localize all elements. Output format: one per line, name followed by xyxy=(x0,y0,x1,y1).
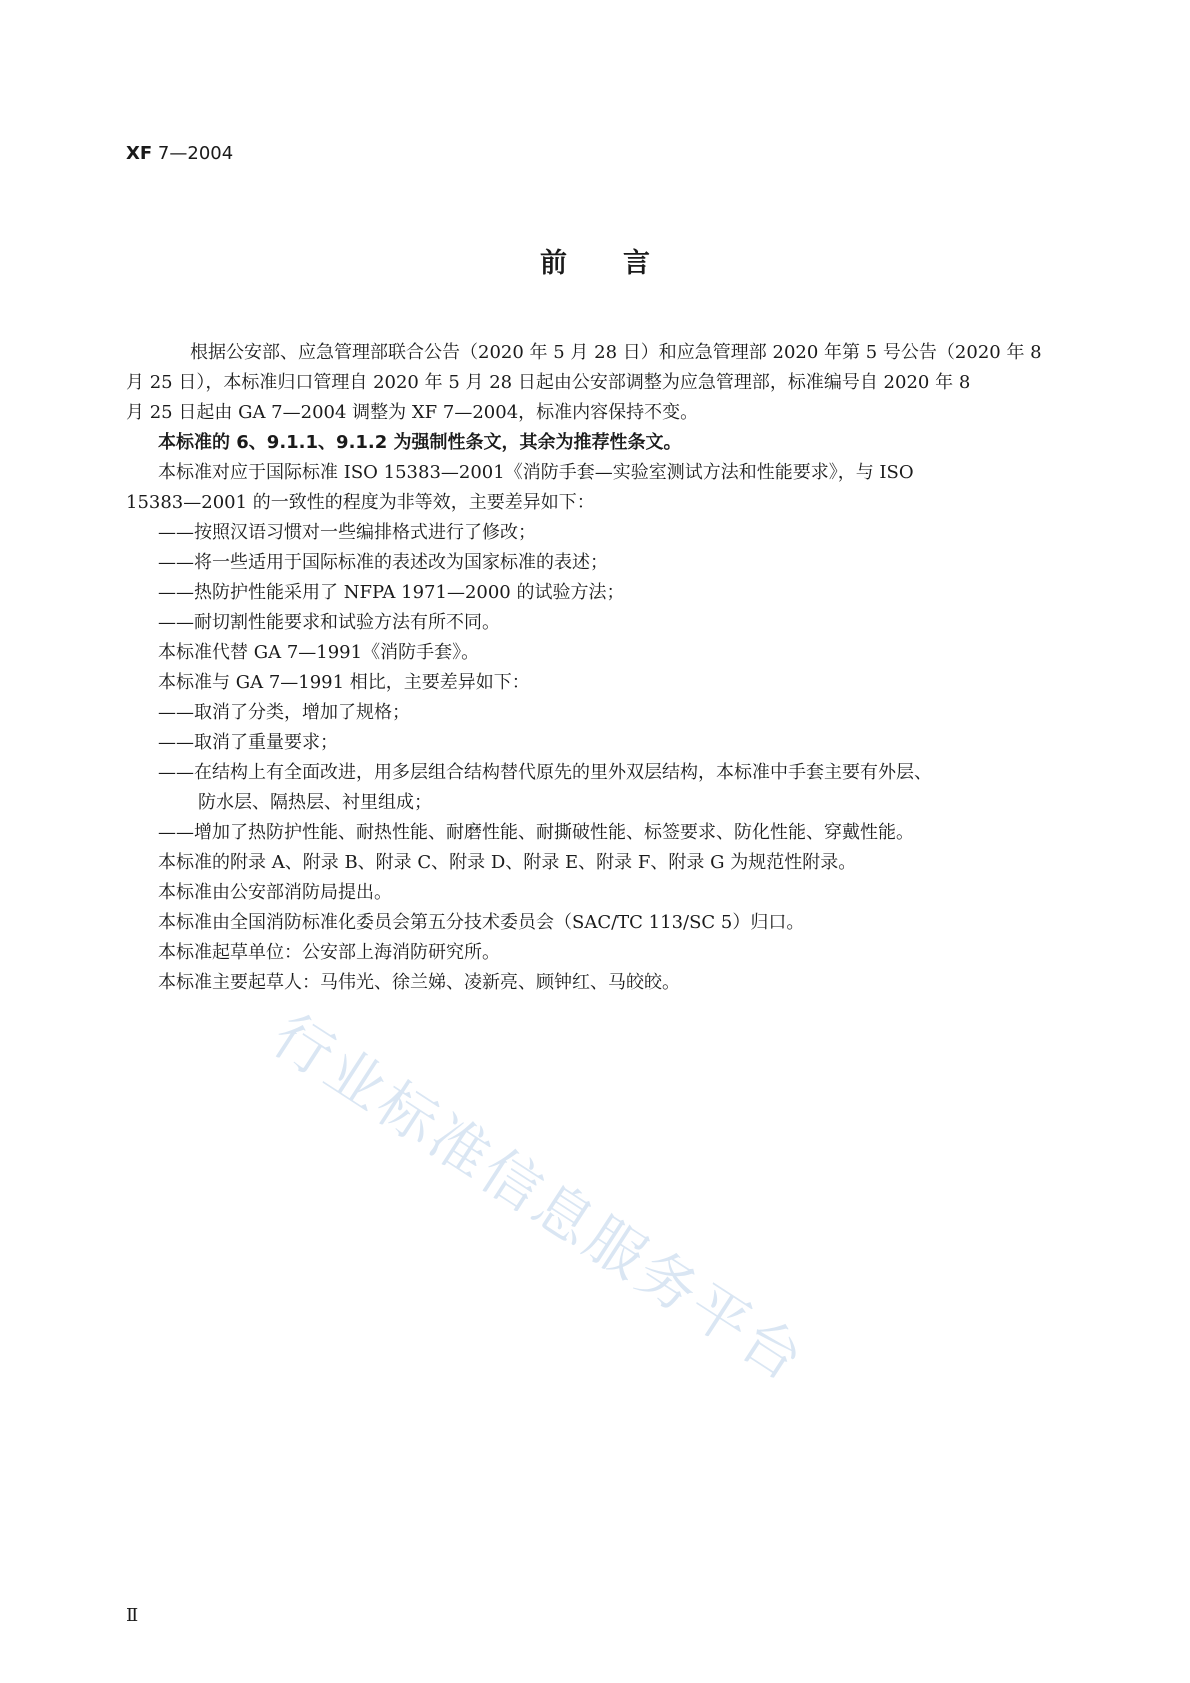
paragraph-line: 15383—2001 的一致性的程度为非等效，主要差异如下： xyxy=(126,492,595,513)
list-item: ——增加了热防护性能、耐热性能、耐磨性能、耐撕破性能、标签要求、防化性能、穿戴性能。 xyxy=(158,822,914,843)
mandatory-clause-note: 本标准的 6、9.1.1、9.1.2 为强制性条文，其余为推荐性条文。 xyxy=(158,432,682,453)
paragraph: 本标准的附录 A、附录 B、附录 C、附录 D、附录 E、附录 F、附录 G 为规范性附录。 xyxy=(158,852,857,873)
list-item: ——将一些适用于国际标准的表述改为国家标准的表述； xyxy=(158,552,608,573)
paragraph-line: 月 25 日），本标准归口管理自 2020 年 5 月 28 日起由公安部调整为应急管理部，标准编号自 2020 年 8 xyxy=(126,372,971,393)
list-item: ——耐切割性能要求和试验方法有所不同。 xyxy=(158,612,500,633)
watermark: 行业标准信息服务平台 xyxy=(260,1000,818,1396)
paragraph: 本标准起草单位：公安部上海消防研究所。 xyxy=(158,942,500,963)
list-item-continuation: 防水层、隔热层、衬里组成； xyxy=(198,792,432,813)
paragraph-line: 根据公安部、应急管理部联合公告（2020 年 5 月 28 日）和应急管理部 2020 年第 5 号公告（2020 年 8 xyxy=(190,342,1042,363)
paragraph-line: 月 25 日起由 GA 7—2004 调整为 XF 7—2004，标准内容保持不变。 xyxy=(126,402,699,423)
paragraph: 本标准由公安部消防局提出。 xyxy=(158,882,392,903)
list-item: ——取消了分类，增加了规格； xyxy=(158,702,410,723)
list-item: ——取消了重量要求； xyxy=(158,732,338,753)
list-item: ——在结构上有全面改进，用多层组合结构替代原先的里外双层结构，本标准中手套主要有外层、 xyxy=(158,762,932,783)
standard-code-prefix: XF xyxy=(126,143,153,164)
standard-code-number: 7—2004 xyxy=(157,143,234,164)
paragraph: 本标准由全国消防标准化委员会第五分技术委员会（SAC/TC 113/SC 5）归口。 xyxy=(158,912,805,933)
page-title: 前言 xyxy=(540,248,706,279)
paragraph: 本标准代替 GA 7—1991《消防手套》。 xyxy=(158,642,480,663)
paragraph: 本标准与 GA 7—1991 相比，主要差异如下： xyxy=(158,672,530,693)
paragraph: 本标准主要起草人：马伟光、徐兰娣、凌新亮、顾钟红、马皎皎。 xyxy=(158,972,680,993)
list-item: ——热防护性能采用了 NFPA 1971—2000 的试验方法； xyxy=(158,582,625,603)
page-number: Ⅱ xyxy=(126,1605,139,1626)
paragraph-line: 本标准对应于国际标准 ISO 15383—2001《消防手套—实验室测试方法和性能要求》，与 ISO xyxy=(158,462,914,483)
standard-code xyxy=(126,142,233,166)
foreword-body xyxy=(126,338,1058,998)
list-item: ——按照汉语习惯对一些编排格式进行了修改； xyxy=(158,522,536,543)
